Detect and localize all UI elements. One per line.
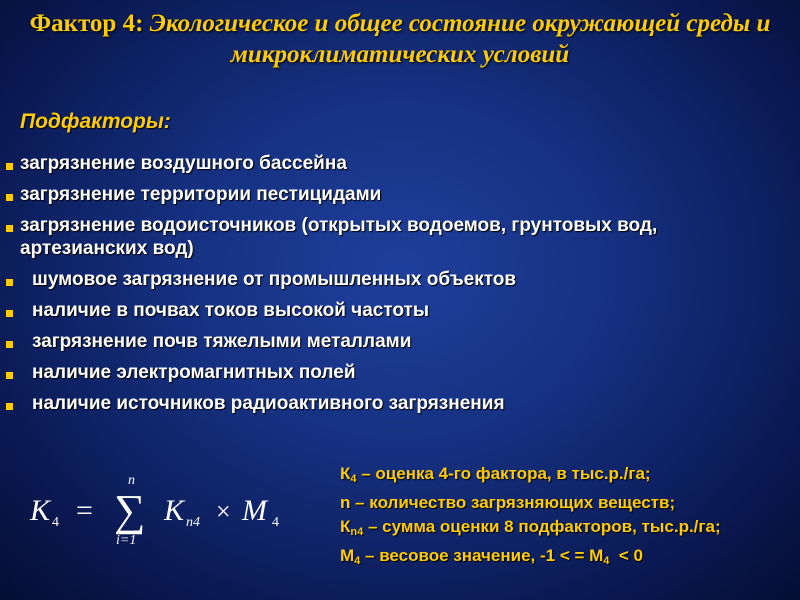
list-item — [4, 361, 784, 384]
formula-term1: K — [164, 494, 185, 527]
list-item — [4, 330, 784, 353]
legend-tail-sub: 4 — [603, 555, 610, 567]
legend-symbol-sub: 4 — [350, 473, 357, 485]
formula-lhs-sub: 4 — [52, 515, 59, 530]
subfactor-list — [4, 152, 784, 423]
legend-line — [340, 462, 795, 491]
legend-line — [340, 491, 795, 515]
formula-term1-sub: n4 — [186, 515, 200, 530]
square-bullet-icon — [6, 225, 13, 232]
list-item-text: наличие источников радиоактивного загрязнения — [32, 393, 505, 414]
legend-line — [340, 544, 795, 573]
list-item-text: загрязнение территории пестицидами — [20, 184, 382, 205]
formula-sum-top: n — [128, 473, 135, 488]
legend-text: – весовое значение, -1 < = M — [360, 546, 604, 565]
list-item — [4, 268, 784, 291]
legend-text: – сумма оценки 8 подфакторов, тыс.р./га; — [363, 517, 721, 536]
list-item-text: наличие электромагнитных полей — [32, 362, 356, 383]
title-factor-description: Экологическое и общее состояние окружающей среды и микроклиматических условий — [143, 10, 771, 68]
legend-symbol-sub: n4 — [350, 526, 364, 538]
square-bullet-icon — [6, 279, 13, 286]
formula-term2-sub: 4 — [272, 515, 279, 530]
square-bullet-icon — [6, 372, 13, 379]
list-item-text: загрязнение водоисточников (открытых водоемов, грунтовых вод, артезианских вод) — [20, 215, 658, 259]
formula-times: × — [216, 497, 231, 526]
legend-symbol: К — [340, 517, 351, 536]
k4-formula — [28, 470, 328, 550]
formula-equals: = — [76, 494, 93, 527]
square-bullet-icon — [6, 194, 13, 201]
legend-text: – оценка 4-го фактора, в тыс.р./га; — [356, 464, 651, 483]
list-item-text: загрязнение воздушного бассейна — [20, 153, 347, 174]
formula-term2: M — [242, 494, 267, 527]
subfactors-heading: Подфакторы: — [20, 110, 171, 133]
list-item-text: шумовое загрязнение от промышленных объектов — [32, 269, 517, 290]
legend-symbol-sub: 4 — [354, 555, 361, 567]
formula-sum-bottom: i=1 — [116, 533, 137, 548]
list-item-text: загрязнение почв тяжелыми металлами — [32, 331, 412, 352]
list-item — [4, 299, 784, 322]
formula-lhs: K — [30, 494, 51, 527]
formula-legend — [340, 462, 795, 573]
legend-symbol: М — [340, 546, 355, 565]
square-bullet-icon — [6, 403, 13, 410]
legend-tail: < 0 — [609, 546, 643, 565]
list-item-text: наличие в почвах токов высокой частоты — [32, 300, 430, 321]
legend-line — [340, 515, 795, 544]
legend-symbol: К — [340, 464, 351, 483]
list-item — [4, 152, 784, 175]
list-item — [4, 214, 784, 260]
square-bullet-icon — [6, 163, 13, 170]
list-item — [4, 392, 784, 415]
formula-sigma-icon: ∑ — [114, 486, 146, 535]
square-bullet-icon — [6, 310, 13, 317]
legend-symbol: n — [340, 493, 351, 512]
legend-text: – количество загрязняющих веществ; — [350, 493, 676, 512]
slide-title — [10, 8, 790, 70]
square-bullet-icon — [6, 341, 13, 348]
title-factor-label: Фактор 4: — [29, 10, 144, 37]
list-item — [4, 183, 784, 206]
